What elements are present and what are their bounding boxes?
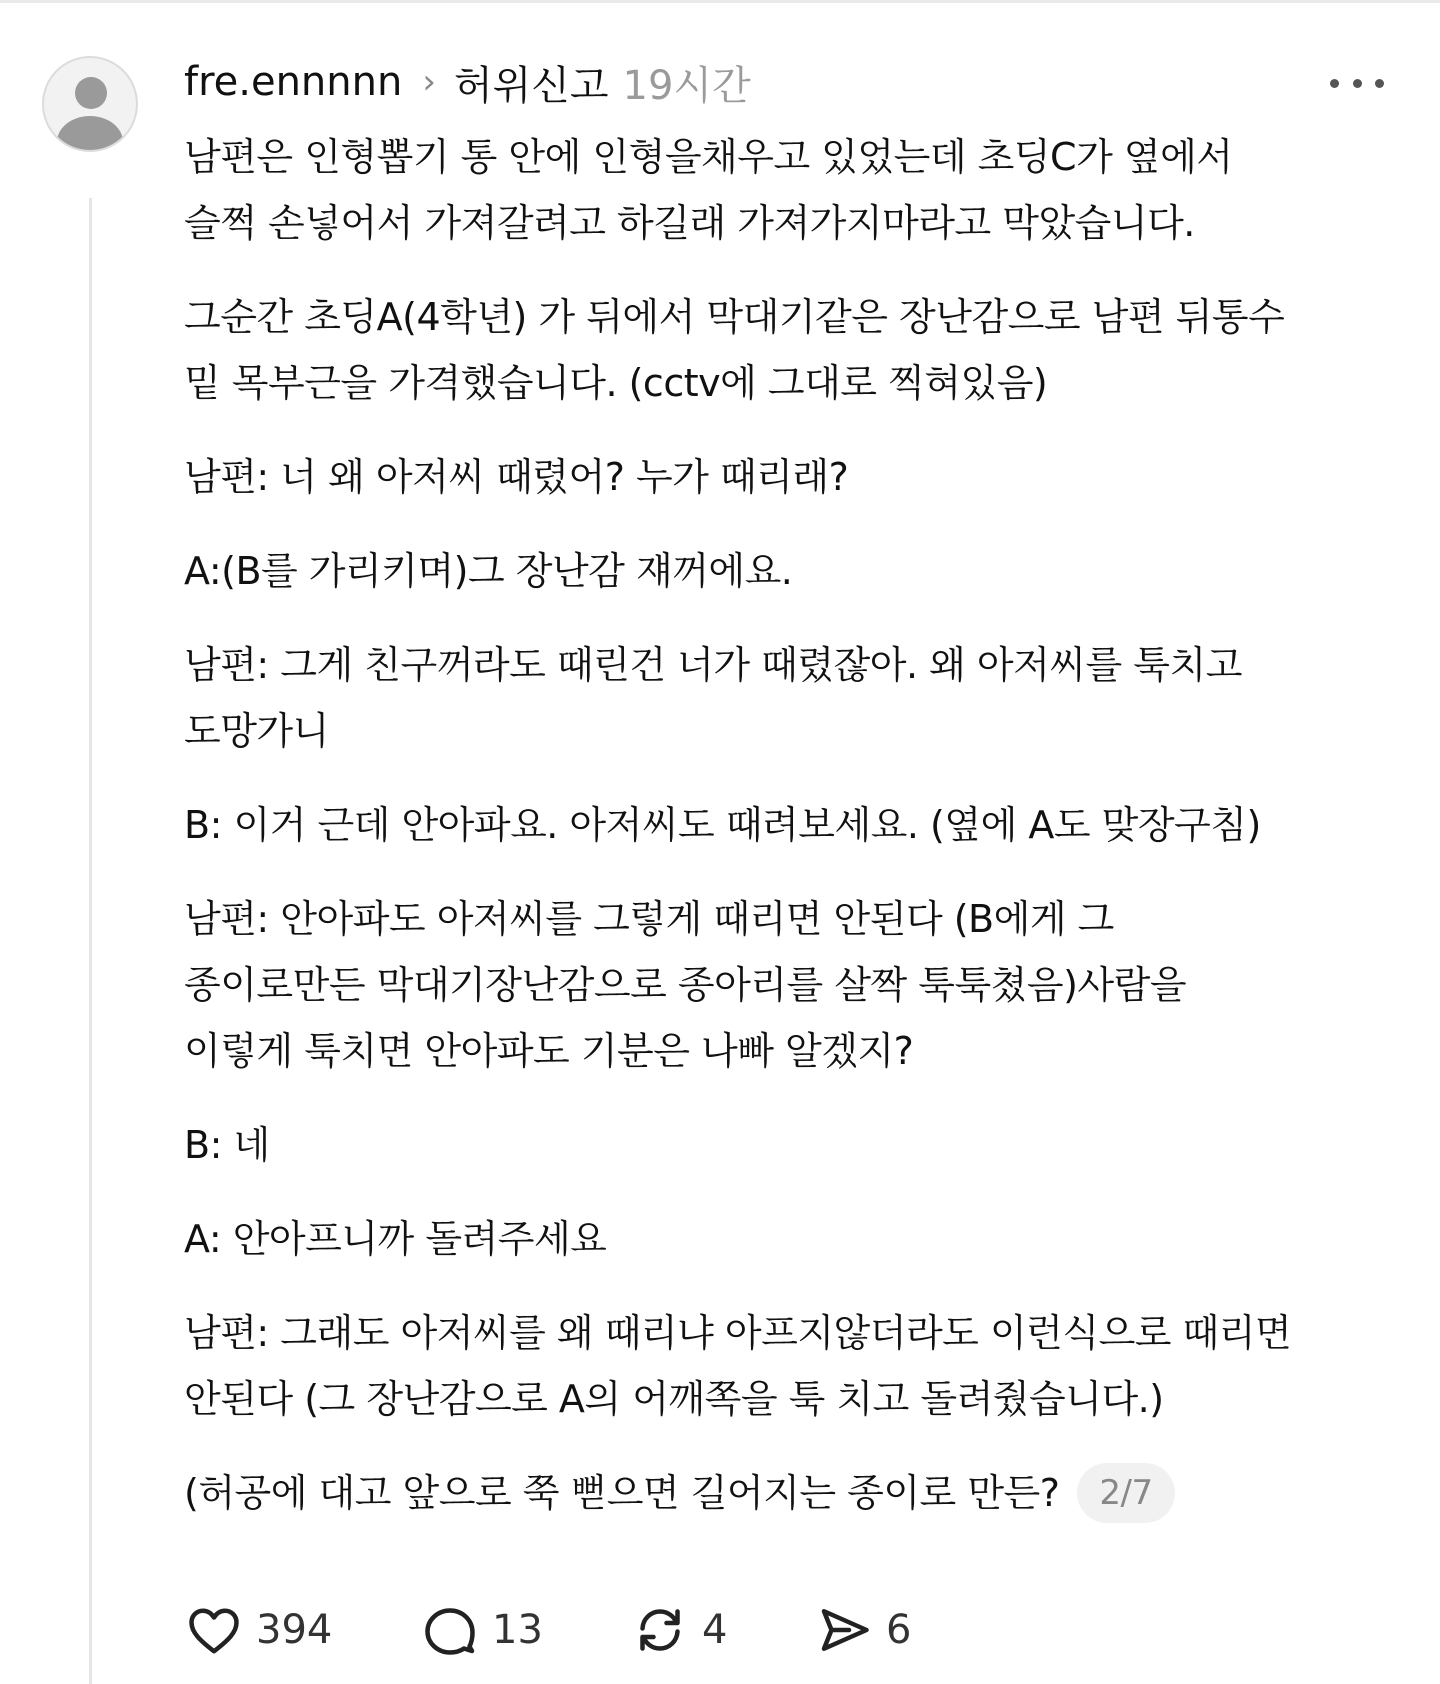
heart-icon — [184, 1600, 244, 1660]
post-timestamp: 19시간 — [622, 62, 751, 109]
more-dot — [1353, 79, 1362, 88]
more-dot — [1375, 79, 1384, 88]
post-paragraph: B: 네 — [184, 1123, 270, 1167]
related-topic-link[interactable]: 허위신고 — [453, 62, 609, 109]
more-dot — [1330, 79, 1339, 88]
post-paragraph: 남편: 그게 친구꺼라도 때린건 너가 때렸잖아. 왜 아저씨를 툭치고 도망가니 — [184, 643, 1242, 753]
thread-line — [89, 198, 92, 1684]
more-options-icon[interactable] — [1330, 68, 1384, 98]
reply-button[interactable] — [420, 1600, 630, 1660]
repost-button[interactable] — [630, 1600, 814, 1660]
chevron-right-icon: › — [422, 62, 436, 102]
post-header — [184, 52, 751, 112]
post-paragraph-last — [184, 1460, 1396, 1526]
avatar[interactable] — [42, 56, 138, 152]
page-indicator-badge[interactable]: 2/7 — [1077, 1463, 1174, 1523]
avatar-head-shape — [75, 77, 107, 109]
post-paragraph-last-text: (허공에 대고 앞으로 쭉 뻗으면 길어지는 종이로 만든? — [184, 1471, 1060, 1515]
post-paragraph: B: 이거 근데 안아파요. 아저씨도 때려보세요. (옆에 A도 맞장구침) — [184, 803, 1261, 847]
send-icon — [814, 1600, 874, 1660]
post-paragraph: A:(B를 가리키며)그 장난감 쟤꺼에요. — [184, 549, 793, 593]
avatar-body-shape — [57, 116, 123, 152]
post-paragraph: 남편: 안아파도 아저씨를 그렇게 때리면 안된다 (B에게 그 종이로만든 막대기장난감으로 종아리를 살짝 툭툭쳤음)사람을 이렇게 툭치면 안아파도 기분은 나빠 알겠지? — [184, 897, 1187, 1073]
repost-icon — [630, 1600, 690, 1660]
post-paragraph: A: 안아프니까 돌려주세요 — [184, 1217, 607, 1261]
comment-bubble-icon — [420, 1600, 480, 1660]
post-paragraph: 그순간 초딩A(4학년) 가 뒤에서 막대기같은 장난감으로 남편 뒤통수 밑 목부근을 가격했습니다. (cctv에 그대로 찍혀있음) — [184, 295, 1285, 405]
username-link[interactable]: fre.ennnnn — [184, 59, 403, 105]
share-button[interactable] — [814, 1600, 911, 1660]
like-button[interactable] — [184, 1600, 420, 1660]
post-paragraph: 남편: 너 왜 아저씨 때렸어? 누가 때리래? — [184, 455, 849, 499]
action-bar — [184, 1600, 911, 1660]
repost-count: 4 — [702, 1607, 728, 1653]
share-count: 6 — [886, 1607, 912, 1653]
post-paragraph: 남편: 그래도 아저씨를 왜 때리냐 아프지않더라도 이런식으로 때리면 안된다 (그 장난감으로 A의 어깨쪽을 툭 치고 돌려줬습니다.) — [184, 1311, 1292, 1421]
post-body — [184, 124, 1396, 1526]
like-count: 394 — [256, 1607, 333, 1653]
reply-count: 13 — [492, 1607, 543, 1653]
post-paragraph: 남편은 인형뽑기 통 안에 인형을채우고 있었는데 초딩C가 옆에서 슬쩍 손넣어서 가져갈려고 하길래 가져가지마라고 막았습니다. — [184, 135, 1233, 245]
top-divider — [0, 0, 1440, 3]
